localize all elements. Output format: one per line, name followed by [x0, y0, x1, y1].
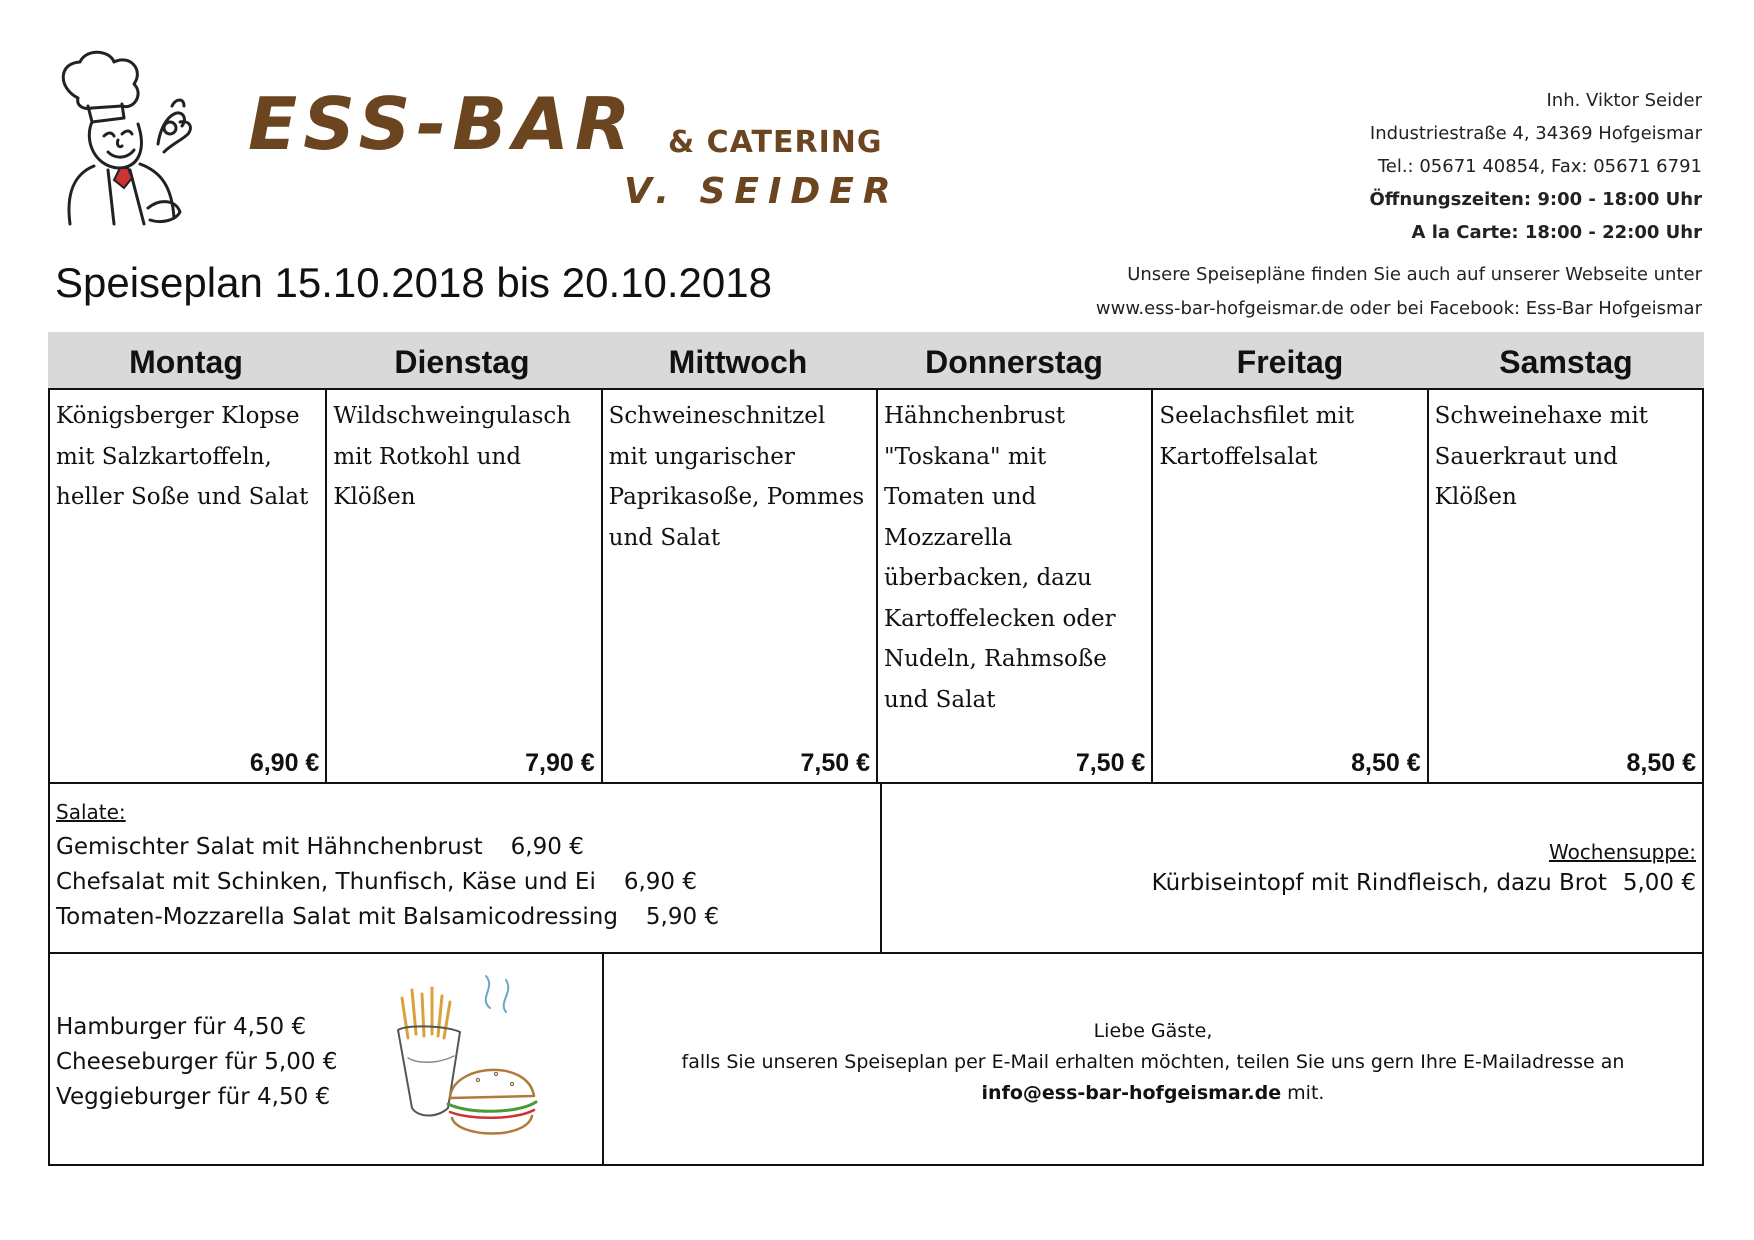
notice-text: falls Sie unseren Speiseplan per E-Mail erhalten möchten, teilen Sie uns gern Ihre E-Mailadresse an — [681, 1051, 1625, 1073]
brand-owner: V. SEIDER — [624, 171, 900, 212]
salads-heading: Salate: — [56, 800, 126, 824]
dish-price: 7,90 € — [525, 749, 595, 777]
weekday-header: Dienstag — [394, 344, 530, 380]
dish-description: Wildschweingulasch mit Rotkohl und Klößen — [333, 403, 572, 510]
weekday-header: Montag — [129, 344, 243, 380]
dish-description: Königsberger Klopse mit Salzkartoffeln, heller Soße und Salat — [56, 403, 309, 510]
dish-description: Schweinehaxe mit Sauerkraut und Klößen — [1434, 403, 1649, 510]
brand-suffix: & CATERING — [668, 125, 883, 160]
notice-greeting: Liebe Gäste, — [1093, 1020, 1213, 1042]
dish-description: Hähnchenbrust "Toskana" mit Tomaten und Mozzarella überbacken, dazu Kartoffelecken oder Nudeln, Rahmsoße und Salat — [884, 403, 1116, 713]
salad-name: Tomaten-Mozzarella Salat mit Balsamicodressing — [56, 904, 618, 930]
email-address: info@ess-bar-hofgeismar.de — [981, 1082, 1282, 1104]
phone-fax-text: Tel.: 05671 40854, Fax: 05671 6791 — [1377, 156, 1702, 177]
day-cell-freitag — [1151, 390, 1426, 782]
dish-description: Seelachsfilet mit Kartoffelsalat — [1159, 403, 1355, 470]
burger-item: Cheeseburger für 5,00 € — [56, 1049, 338, 1075]
salads-section — [50, 784, 880, 952]
web-info — [1096, 258, 1702, 326]
contact-block — [1369, 84, 1702, 249]
dish-price: 7,50 € — [800, 749, 870, 777]
soup-item — [882, 870, 1696, 896]
daily-dishes-row — [48, 388, 1704, 784]
day-cell-donnerstag — [876, 390, 1151, 782]
salads-soup-row — [48, 784, 1704, 954]
web-line-2: www.ess-bar-hofgeismar.de oder bei Facebook: Ess-Bar Hofgeismar — [1095, 298, 1702, 319]
opening-hours-text: Öffnungszeiten: 9:00 - 18:00 Uhr — [1369, 189, 1702, 210]
soup-price: 5,00 € — [1622, 870, 1696, 896]
salad-item — [56, 830, 874, 865]
soup-name: Kürbiseintopf mit Rindfleisch, dazu Brot — [1151, 870, 1607, 896]
salad-name: Gemischter Salat mit Hähnchenbrust — [56, 834, 483, 860]
dish-price: 6,90 € — [249, 749, 320, 777]
dish-price: 8,50 € — [1626, 749, 1696, 777]
burgers-notice-row — [48, 954, 1704, 1166]
soup-heading: Wochensuppe: — [1548, 840, 1696, 864]
salad-name: Chefsalat mit Schinken, Thunfisch, Käse und Ei — [56, 869, 596, 895]
salad-item — [56, 900, 874, 935]
dish-price: 8,50 € — [1351, 749, 1421, 777]
weekday-header: Freitag — [1236, 344, 1344, 380]
weekday-header: Donnerstag — [925, 344, 1103, 380]
day-cell-montag — [50, 390, 325, 782]
weekday-header-row — [48, 332, 1704, 388]
dish-description: Schweineschnitzel mit ungarischer Paprikasoße, Pommes und Salat — [608, 403, 865, 551]
day-cell-dienstag — [325, 390, 600, 782]
web-line-1: Unsere Speisepläne finden Sie auch auf unserer Webseite unter — [1127, 264, 1702, 285]
salad-price: 6,90 € — [510, 834, 584, 860]
notice-suffix: mit. — [1281, 1082, 1325, 1104]
notice-email-line — [604, 1078, 1702, 1109]
menu-table — [48, 332, 1704, 1166]
a-la-carte-text: A la Carte: 18:00 - 22:00 Uhr — [1411, 222, 1702, 243]
brand-name: ESS-BAR — [248, 82, 637, 166]
day-cell-mittwoch — [601, 390, 876, 782]
burger-item: Hamburger für 4,50 € — [56, 1014, 307, 1040]
soup-section — [880, 784, 1702, 952]
burger-item: Veggieburger für 4,50 € — [56, 1084, 331, 1110]
weekday-header: Mittwoch — [668, 344, 808, 380]
salad-price: 6,90 € — [623, 869, 697, 895]
page-title: Speiseplan 15.10.2018 bis 20.10.2018 — [55, 259, 772, 306]
chef-logo-icon — [48, 48, 228, 228]
salad-price: 5,90 € — [645, 904, 720, 930]
burgers-section — [50, 954, 602, 1164]
salad-item — [56, 865, 874, 900]
address-text: Industriestraße 4, 34369 Hofgeismar — [1369, 123, 1702, 144]
dish-price: 7,50 € — [1075, 749, 1146, 777]
weekday-header: Samstag — [1499, 344, 1633, 380]
email-notice — [602, 954, 1702, 1164]
owner-text: Inh. Viktor Seider — [1546, 90, 1702, 111]
day-cell-samstag — [1427, 390, 1702, 782]
fries-burger-illustration-icon — [378, 968, 548, 1158]
